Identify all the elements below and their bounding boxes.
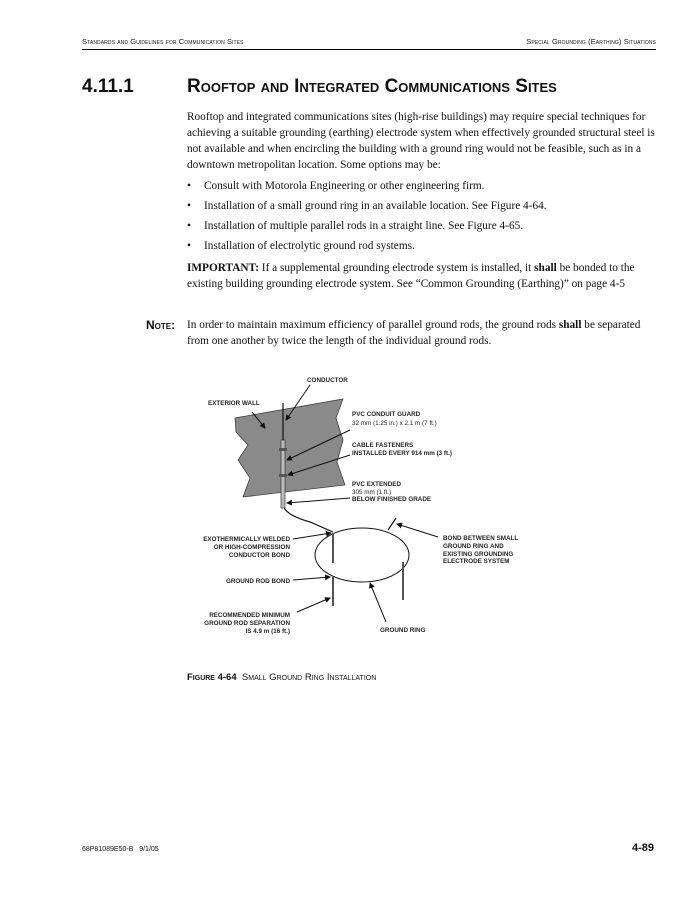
running-header-left: Standards and Guidelines for Communication Sites — [82, 37, 244, 46]
bullet-text: Installation of electrolytic ground rod systems. — [204, 240, 415, 252]
cable-fastener — [279, 474, 287, 477]
label-exothermic: OR HIGH-COMPRESSION — [213, 544, 290, 551]
page-number: 4-89 — [631, 842, 654, 854]
intro-paragraph: Rooftop and integrated communications sites (high-rise buildings) may require special techniques for achieving a suitable grounding (earthing) electrode system when effectively grounded structural steel is not available and when encircling the building with a ground ring would not be feasible, such as in a downtown metropolitan location. Some options may be: — [187, 111, 655, 171]
figure-title: Small Ground Ring Installation — [241, 672, 377, 683]
label-bond: EXISTING GROUNDING — [443, 551, 514, 558]
running-header-right: Special Grounding (Earthing) Situations — [526, 37, 656, 46]
label-bond: BOND BETWEEN SMALL — [443, 535, 519, 542]
label-below-grade: BELOW FINISHED GRADE — [352, 496, 432, 503]
note-text: In order to maintain maximum efficiency of parallel ground rods, the ground rods — [187, 319, 559, 331]
bullet-text: Consult with Motorola Engineering or other engineering firm. — [204, 180, 485, 192]
figure-number: Figure 4-64 — [187, 672, 237, 683]
label-bond: ELECTRODE SYSTEM — [443, 558, 510, 565]
label-separation: GROUND ROD SEPARATION — [204, 620, 290, 627]
label-exothermic: EXOTHERMICALLY WELDED — [203, 536, 290, 543]
label-exterior-wall: EXTERIOR WALL — [208, 400, 260, 407]
important-label: IMPORTANT: — [187, 262, 259, 274]
bullet-item: • Installation of multiple parallel rods in a straight line. See Figure 4-65. — [187, 220, 524, 232]
bullet-text: Installation of multiple parallel rods in a straight line. See Figure 4-65. — [204, 220, 524, 232]
bond-tab — [388, 518, 396, 530]
label-pvc-guard-size: 32 mm (1.25 in.) x 2.1 m (7 ft.) — [352, 420, 437, 427]
cable-fastener — [279, 448, 287, 451]
note-text: be separated from one another by twice the length of the individual ground rods. — [187, 319, 641, 347]
label-pvc-extended: PVC EXTENDED — [352, 481, 401, 488]
label-fasteners-spacing: INSTALLED EVERY 914 mm (3 ft.) — [352, 450, 452, 457]
label-pvc-extended-length: 305 mm (1 ft.) — [352, 489, 392, 496]
label-separation: IS 4.9 m (16 ft.) — [245, 628, 290, 635]
label-exothermic: CONDUCTOR BOND — [228, 552, 290, 559]
important-emphasis: shall — [534, 262, 557, 274]
label-ground-ring: GROUND RING — [380, 627, 426, 634]
label-pvc-guard: PVC CONDUIT GUARD — [352, 411, 421, 418]
note-label: Note: — [146, 318, 176, 332]
ground-rods — [333, 533, 403, 606]
bullet-item: • Consult with Motorola Engineering or other engineering firm. — [187, 180, 485, 192]
section-number: 4.11.1 — [82, 76, 134, 97]
bullet-item: • Installation of a small ground ring in an available location. See Figure 4-64. — [187, 200, 547, 212]
label-fasteners: CABLE FASTENERS — [352, 442, 414, 449]
note-emphasis: shall — [558, 319, 582, 331]
section-title: Rooftop and Integrated Communications Sites — [187, 76, 557, 97]
bullet-text: Installation of a small ground ring in an available location. See Figure 4-64. — [204, 200, 547, 212]
label-ground-rod-bond: GROUND ROD BOND — [225, 578, 290, 585]
important-text: be bonded to the existing building grounding electrode system. See “Common Grounding (Earthing)” on page 4-5 — [187, 262, 635, 290]
footer-doc-id: 68P81089E50-B 9/1/05 — [82, 846, 159, 853]
ground-ring — [315, 528, 409, 582]
bullet-item: • Installation of electrolytic ground rod systems. — [187, 240, 415, 252]
important-text: If a supplemental grounding electrode system is installed, it — [258, 262, 535, 274]
label-separation: RECOMMENDED MINIMUM — [209, 612, 290, 619]
label-conductor: CONDUCTOR — [307, 377, 348, 384]
label-bond: GROUND RING AND — [443, 543, 504, 550]
figure-caption — [187, 672, 376, 683]
